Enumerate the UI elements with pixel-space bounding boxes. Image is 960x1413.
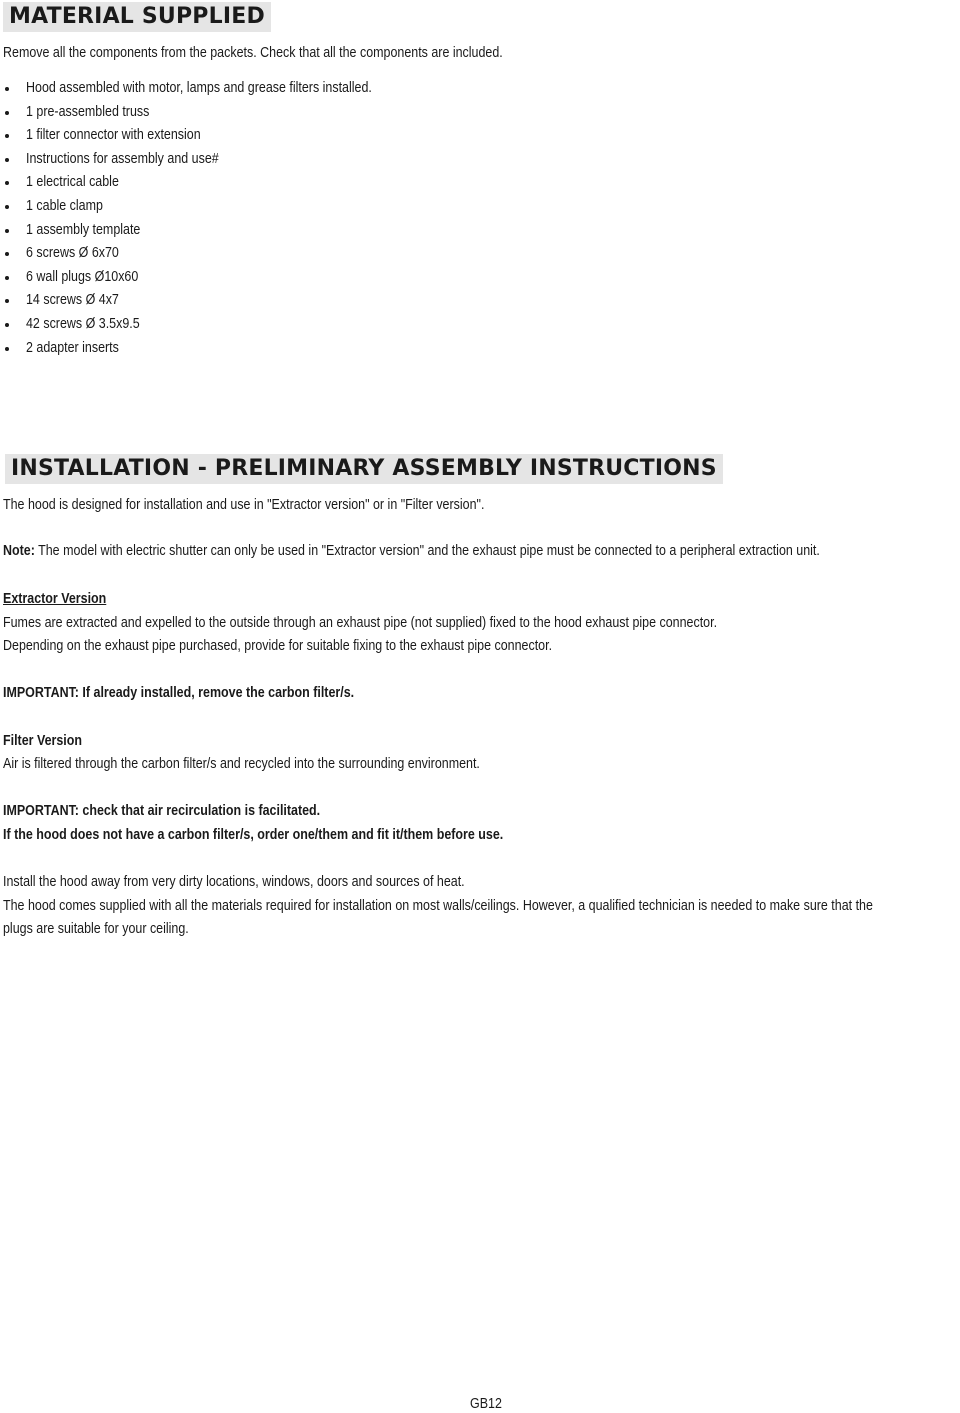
extractor-version-title: Extractor Version <box>3 591 107 607</box>
page-number: GB12 <box>470 1396 502 1412</box>
bullet-icon <box>5 276 9 280</box>
material-supplied-heading: MATERIAL SUPPLIED <box>3 2 271 32</box>
note-paragraph <box>3 542 820 560</box>
note-label: Note: <box>3 543 35 559</box>
bullet-icon <box>5 347 9 351</box>
install-materials-line: The hood comes supplied with all the materials required for installation on most walls/ceilings. However, a qualified technician is needed to make sure that the <box>3 898 873 914</box>
installation-heading: INSTALLATION - PRELIMINARY ASSEMBLY INSTRUCTIONS <box>5 454 723 484</box>
manual-page: MATERIAL SUPPLIED Remove all the components from the packets. Check that all the components are included. Hood assembled with motor, lamps and grease filters installed. 1 pre-assembled truss 1 filter connector with extension Instructions for assembly and use# 1 electrical cable 1 cable clamp 1 assembly template 6 screws Ø 6x70 6 wall plugs Ø10x60 14 screws Ø 4x7 42 screws Ø 3.5x9.5 2 adapter inserts INSTALLATION - PRELIMINARY ASSEMBLY INSTRUCTIONS The hood is designed for installation and use in "Extractor version" or in "Filter version". Note: The model with electric shutter can only be used in "Extractor version" and the exhaust pipe must be connected to a peripheral extraction unit. Extractor Version Fumes are extracted and expelled to the outside through an exhaust pipe (not supplied) fixed to the hood exhaust pipe connector. Depending on the exhaust pipe purchased, provide for suitable fixing to the exhaust pipe connector. IMPORTANT: If already installed, remove the carbon filter/s. Filter Version Air is filtered through the carbon filter/s and recycled into the surrounding environment. IMPORTANT: check that air recirculation is facilitated. If the hood does not have a carbon filter/s, order one/them and fit it/them before use. Install the hood away from very dirty locations, windows, doors and sources of heat. The hood comes supplied with all the materials required for installation on most walls/ceilings. However, a qualified technician is needed to make sure that the plugs are suitable for your ceiling. GB12 <box>3 4 873 1412</box>
filter-version-title: Filter Version <box>3 733 83 749</box>
bullet-icon <box>5 134 9 138</box>
install-location-line: Install the hood away from very dirty locations, windows, doors and sources of heat. <box>3 874 465 890</box>
install-plugs-line: plugs are suitable for your ceiling. <box>3 921 189 937</box>
important-order-filter: If the hood does not have a carbon filter/s, order one/them and fit it/them before use. <box>3 827 504 843</box>
bullet-icon <box>5 299 9 303</box>
note-text: The model with electric shutter can only be used in "Extractor version" and the exhaust pipe must be connected to a peripheral extraction unit. <box>34 543 820 559</box>
bullet-icon <box>5 111 9 115</box>
bullet-icon <box>5 205 9 209</box>
bullet-icon <box>5 323 9 327</box>
important-carbon-filter: IMPORTANT: If already installed, remove the carbon filter/s. <box>3 685 355 701</box>
extractor-line-2: Depending on the exhaust pipe purchased, provide for suitable fixing to the exhaust pipe connector. <box>3 638 553 654</box>
filter-line-1: Air is filtered through the carbon filter/s and recycled into the surrounding environment. <box>3 756 480 772</box>
material-intro: Remove all the components from the packets. Check that all the components are included. <box>3 45 503 61</box>
bullet-icon <box>5 229 9 233</box>
bullet-icon <box>5 181 9 185</box>
bullet-icon <box>5 87 9 91</box>
bullet-icon <box>5 158 9 162</box>
important-recirculation: IMPORTANT: check that air recirculation is facilitated. <box>3 803 321 819</box>
extractor-line-1: Fumes are extracted and expelled to the outside through an exhaust pipe (not supplied) fixed to the hood exhaust pipe connector. <box>3 615 718 631</box>
designed-paragraph: The hood is designed for installation and use in "Extractor version" or in "Filter version". <box>3 497 485 513</box>
bullet-icon <box>5 252 9 256</box>
